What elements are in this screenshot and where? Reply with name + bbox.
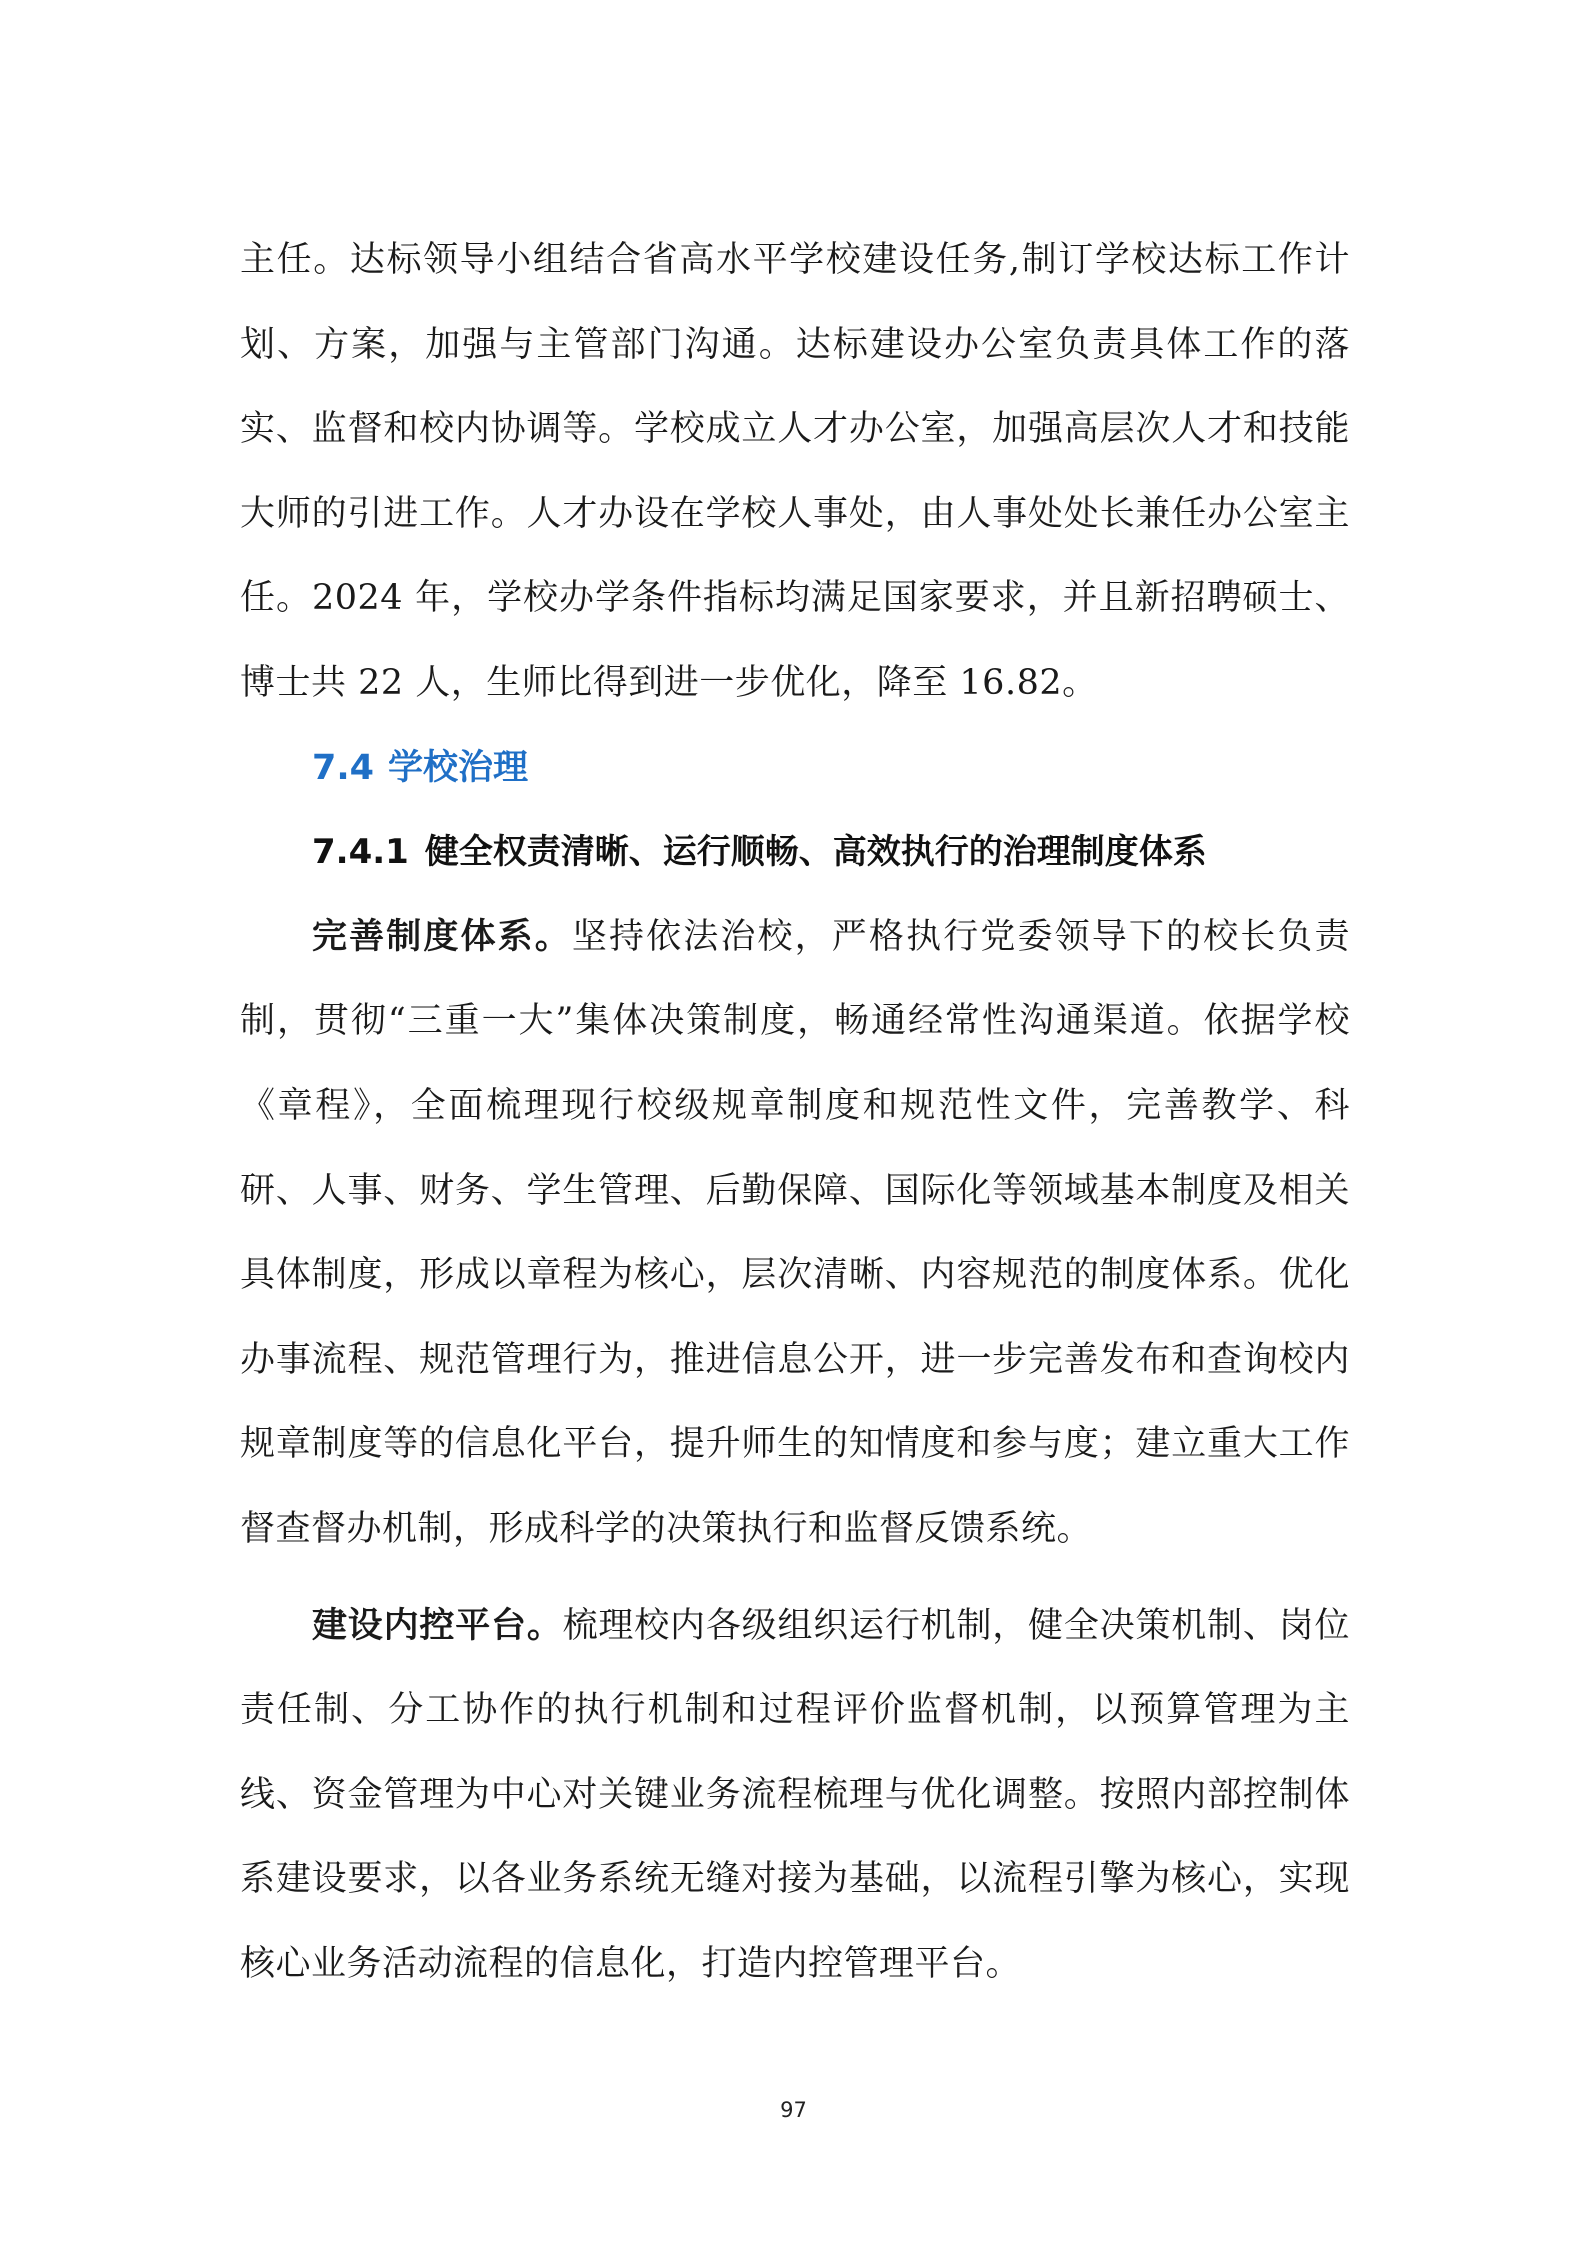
platform-paragraph bbox=[240, 1584, 1350, 2007]
section-number: 7.4 bbox=[312, 747, 375, 788]
system-paragraph bbox=[240, 895, 1350, 1572]
system-lead: 完善制度体系。 bbox=[312, 916, 572, 957]
page-content bbox=[240, 218, 1350, 2006]
intro-text: 主任。达标领导小组结合省高水平学校建设任务,制订学校达标工作计划、方案，加强与主管部门沟通。达标建设办公室负责具体工作的落实、监督和校内协调等。学校成立人才办公室，加强高层次人才和技能大师的引进工作。人才办设在学校人事处，由人事处处长兼任办公室主任。2024 年，学校办学条件指标均满足国家要求，并且新招聘硕士、博士共 22 人，生师比得到进一步优化，降至 16.82。 bbox=[240, 240, 1350, 703]
subsection-title: 健全权责清晰、运行顺畅、高效执行的治理制度体系 bbox=[424, 832, 1207, 873]
paragraph-gap bbox=[240, 1572, 1350, 1584]
platform-body: 梳理校内各级组织运行机制，健全决策机制、岗位责任制、分工协作的执行机制和过程评价监督机制，以预算管理为主线、资金管理为中心对关键业务流程梳理与优化调整。按照内部控制体系建设要求，以各业务系统无缝对接为基础，以流程引擎为核心，实现核心业务活动流程的信息化，打造内控管理平台。 bbox=[240, 1605, 1350, 1984]
subsection-heading bbox=[240, 810, 1350, 895]
section-heading bbox=[240, 726, 1350, 811]
section-title: 学校治理 bbox=[388, 747, 529, 788]
intro-paragraph bbox=[240, 218, 1350, 726]
system-body: 坚持依法治校，严格执行党委领导下的校长负责制，贯彻“三重一大”集体决策制度，畅通经常性沟通渠道。依据学校《章程》，全面梳理现行校级规章制度和规范性文件，完善教学、科研、人事、财务、学生管理、后勤保障、国际化等领域基本制度及相关具体制度，形成以章程为核心，层次清晰、内容规范的制度体系。优化办事流程、规范管理行为，推进信息公开，进一步完善发布和查询校内规章制度等的信息化平台，提升师生的知情度和参与度；建立重大工作督查督办机制，形成科学的决策执行和监督反馈系统。 bbox=[240, 916, 1350, 1549]
subsection-number: 7.4.1 bbox=[312, 832, 409, 873]
platform-lead: 建设内控平台。 bbox=[312, 1605, 563, 1646]
page-number: 97 bbox=[780, 2098, 807, 2122]
